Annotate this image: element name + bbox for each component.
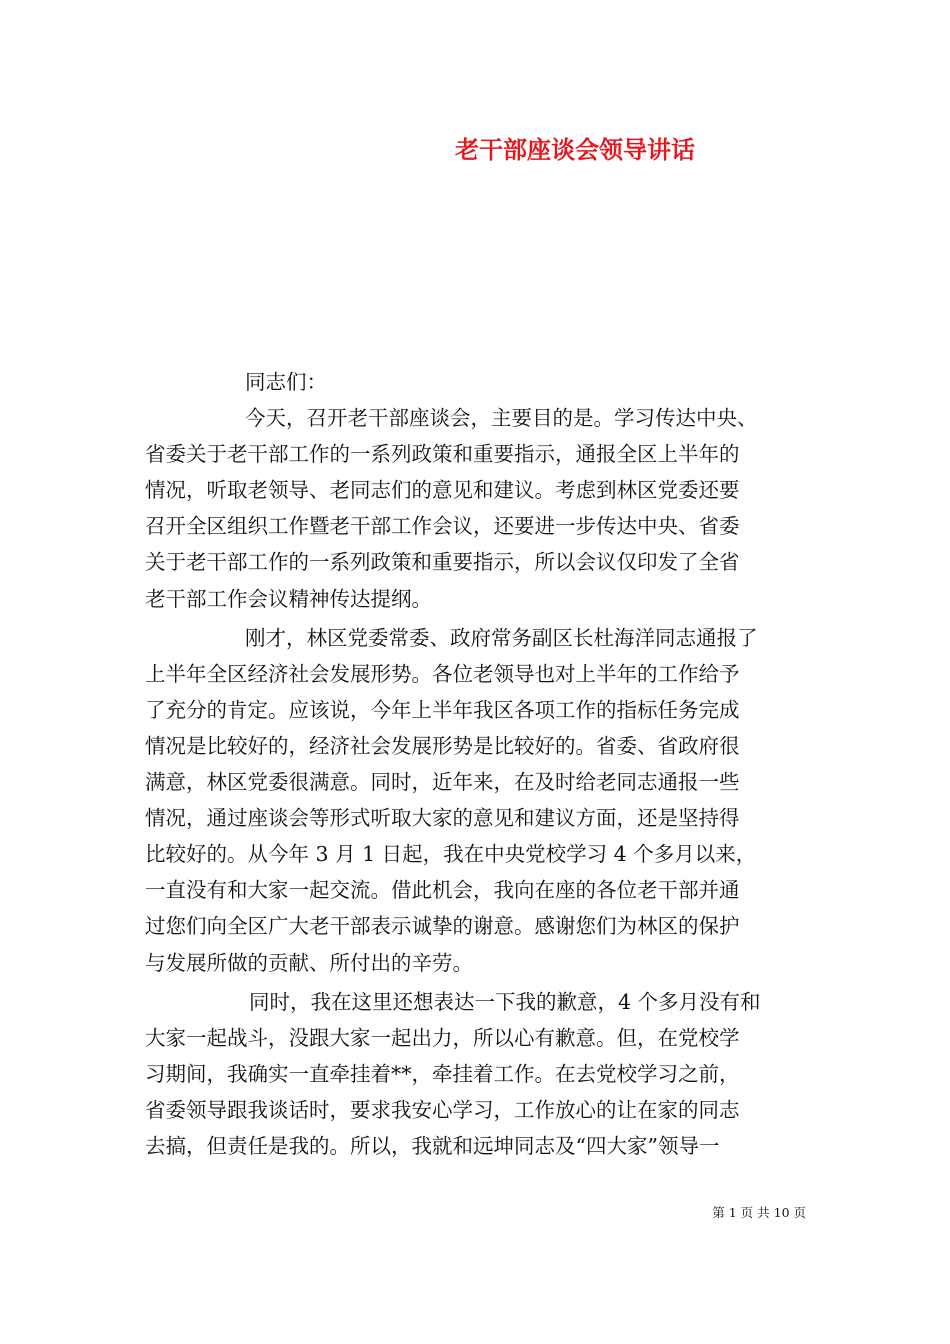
paragraph-line: 省委关于老干部工作的一系列政策和重要指示，通报全区上半年的 bbox=[145, 442, 740, 467]
paragraph-line: 过您们向全区广大老干部表示诚挚的谢意。感谢您们为林区的保护 bbox=[145, 914, 740, 939]
paragraph-line: 上半年全区经济社会发展形势。各位老领导也对上半年的工作给予 bbox=[145, 661, 740, 686]
paragraph-line: 比较好的。从今年 3 月 1 日起，我在中央党校学习 4 个多月以来， bbox=[145, 842, 757, 867]
paragraph-line: 习期间，我确实一直牵挂着**，牵挂着工作。在去党校学习之前， bbox=[145, 1061, 740, 1086]
paragraph-line: 满意，林区党委很满意。同时，近年来，在及时给老同志通报一些 bbox=[145, 770, 740, 795]
paragraph-line: 刚才，林区党委常委、政府常务副区长杜海洋同志通报了 bbox=[245, 625, 758, 650]
page-number-footer: 第 1 页 共 10 页 bbox=[712, 1205, 806, 1220]
salutation: 同志们： bbox=[245, 370, 327, 394]
paragraph-line: 今天，召开老干部座谈会，主要目的是。学习传达中央、 bbox=[245, 406, 758, 431]
document-title: 老干部座谈会领导讲话 bbox=[455, 135, 695, 164]
paragraph-1 bbox=[145, 400, 807, 617]
paragraph-line: 了充分的肯定。应该说，今年上半年我区各项工作的指标任务完成 bbox=[145, 697, 740, 722]
paragraph-3 bbox=[145, 984, 807, 1164]
paragraph-2 bbox=[145, 620, 807, 981]
paragraph-line: 省委领导跟我谈话时，要求我安心学习，工作放心的让在家的同志 bbox=[145, 1097, 740, 1122]
paragraph-line: 同时，我在这里还想表达一下我的歉意，4 个多月没有和 bbox=[249, 989, 761, 1014]
paragraph-line: 与发展所做的贡献、所付出的辛劳。 bbox=[145, 950, 473, 975]
paragraph-line: 情况，听取老领导、老同志们的意见和建议。考虑到林区党委还要 bbox=[145, 478, 740, 503]
paragraph-line: 情况是比较好的，经济社会发展形势是比较好的。省委、省政府很 bbox=[145, 733, 740, 758]
document-body bbox=[145, 364, 807, 1164]
paragraph-line: 大家一起战斗，没跟大家一起出力，所以心有歉意。但，在党校学 bbox=[145, 1025, 740, 1050]
paragraph-line: 情况，通过座谈会等形式听取大家的意见和建议方面，还是坚持得 bbox=[145, 806, 740, 831]
paragraph-line: 召开全区组织工作暨老干部工作会议，还要进一步传达中央、省委 bbox=[145, 514, 740, 539]
paragraph-line: 去搞，但责任是我的。所以，我就和远坤同志及“四大家”领导一 bbox=[145, 1133, 720, 1158]
paragraph-line: 一直没有和大家一起交流。借此机会，我向在座的各位老干部并通 bbox=[145, 878, 740, 903]
paragraph-line: 老干部工作会议精神传达提纲。 bbox=[145, 586, 432, 611]
paragraph-line: 关于老干部工作的一系列政策和重要指示，所以会议仅印发了全省 bbox=[145, 550, 740, 575]
